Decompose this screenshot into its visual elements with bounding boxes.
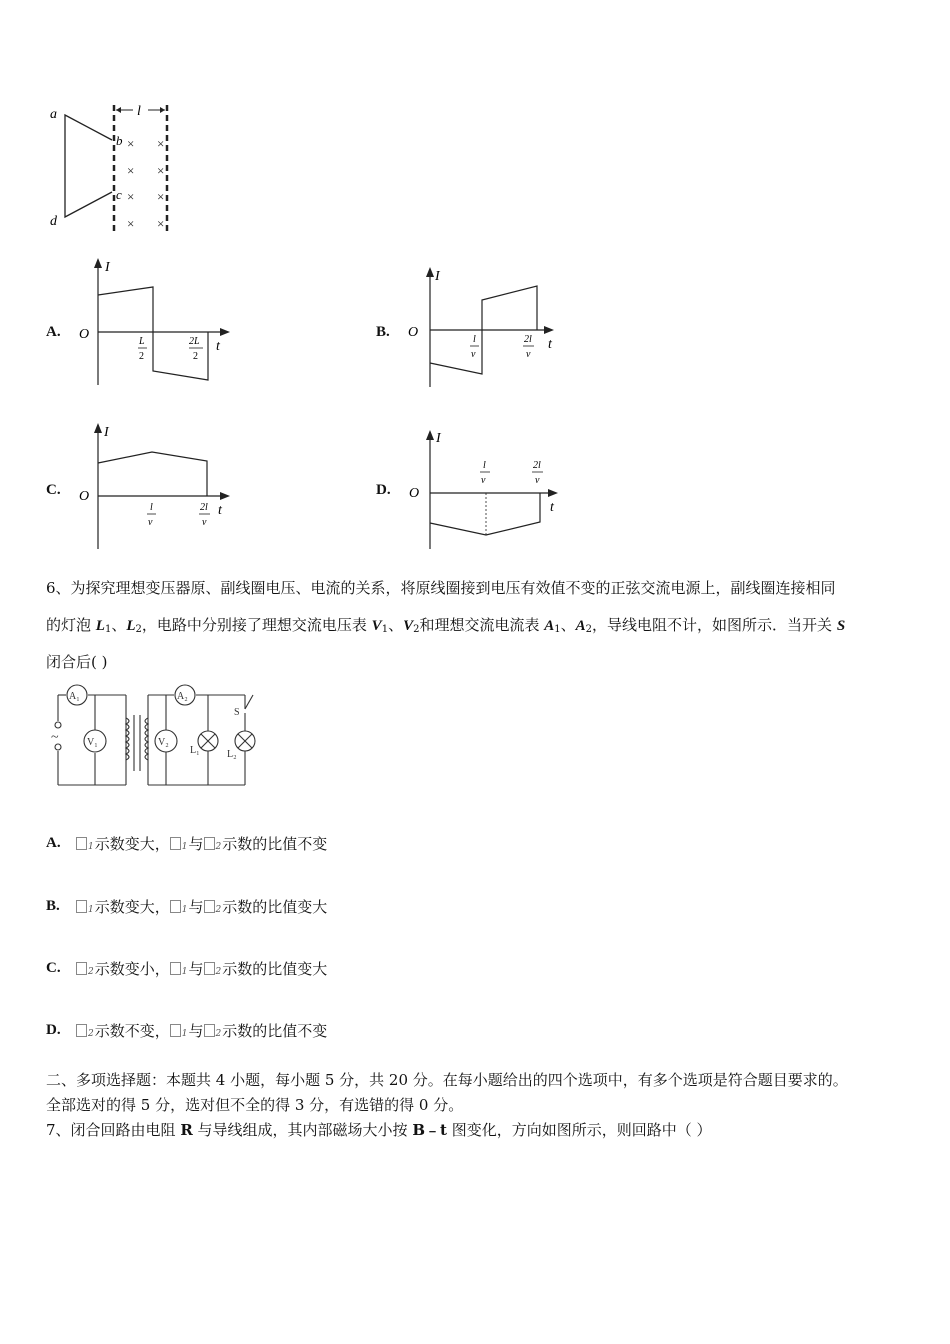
circuit-v2: V₂ [158, 737, 169, 748]
label-d: d [50, 214, 57, 229]
label-c: c [116, 187, 122, 202]
circuit-l1: L₁ [190, 745, 200, 756]
field-cross: × [127, 136, 135, 151]
option-a-label: A. [46, 324, 61, 340]
label-l: l [137, 104, 141, 119]
label-a: a [50, 107, 57, 122]
field-cross: × [127, 189, 135, 204]
graph-a [72, 255, 242, 390]
circuit-source: ~ [51, 730, 59, 745]
graph-d-xaxis: t [550, 500, 554, 515]
q6-option-d-label: D. [46, 1022, 61, 1038]
graph-d-tick1-den: v [481, 475, 486, 486]
graph-d-yaxis: I [436, 431, 441, 446]
circuit-switch: S [234, 707, 240, 718]
q6-option-b-text: 1示数变大， 1与 2示数的比值变大 [76, 896, 327, 917]
q6-option-a-label: A. [46, 835, 61, 851]
q6-option-a-text: 1示数变大， 1与 2示数的比值不变 [76, 833, 327, 854]
circuit-a2: A₂ [177, 691, 188, 702]
label-b: b [116, 133, 123, 148]
q7-text: 7、闭合回路由电阻 R 与导线组成，其内部磁场大小按 B﹣t 图变化，方向如图所示，则回路中（ ） [46, 1121, 712, 1139]
graph-a-tick2-num: 2L [189, 336, 200, 347]
section2-line2: 全部选对的得 5 分，选对但不全的得 3 分，有选错的得 0 分。 [46, 1096, 464, 1114]
graph-b-tick2-den: v [526, 349, 531, 360]
q6-line1: 6、为探究理想变压器原、副线圈电压、电流的关系，将原线圈接到电压有效值不变的正弦交流电源上，副线圈连接相同 [46, 579, 836, 597]
q6-line3: 闭合后( ) [46, 653, 108, 671]
graph-a-tick2-den: 2 [193, 351, 198, 362]
q6-option-d-text: 2示数不变， 1与 2示数的比值不变 [76, 1020, 327, 1041]
graph-d-tick2-den: v [535, 475, 540, 486]
graph-a-yaxis: I [105, 260, 110, 275]
graph-a-tick1-num: L [139, 336, 145, 347]
circuit-a1: A₁ [69, 691, 80, 702]
graph-b-tick1-den: v [471, 349, 476, 360]
loop-field-figure [40, 95, 190, 240]
graph-c-tick1-den: v [148, 517, 153, 528]
field-cross: × [127, 216, 135, 231]
loop-outline [65, 115, 112, 217]
option-b-label: B. [376, 324, 390, 340]
graph-a-xaxis: t [216, 339, 220, 354]
field-cross: × [157, 163, 165, 178]
graph-c-origin: O [79, 489, 90, 504]
graph-c [72, 418, 242, 553]
option-c-label: C. [46, 482, 61, 498]
graph-b-origin: O [408, 325, 419, 340]
q6-option-c-text: 2示数变小， 1与 2示数的比值变大 [76, 958, 327, 979]
field-cross: × [157, 189, 165, 204]
field-cross: × [157, 136, 165, 151]
circuit-v1: V₁ [87, 737, 98, 748]
graph-b [400, 262, 570, 392]
q6-line2: 的灯泡 L1、L2，电路中分别接了理想交流电压表 V1、V2和理想交流电流表 A1、A2，导线电阻不计，如图所示．当开关 S [46, 616, 846, 635]
graph-b-xaxis: t [548, 337, 552, 352]
graph-c-yaxis: I [104, 425, 109, 440]
graph-c-tick2-num: 2l [200, 502, 208, 513]
graph-d-tick1-num: l [483, 460, 486, 471]
section2-line1: 二、多项选择题：本题共 4 小题，每小题 5 分，共 20 分。在每小题给出的四个选项中，有多个选项是符合题目要求的。 [46, 1071, 848, 1089]
graph-c-tick1-num: l [150, 502, 153, 513]
graph-d [400, 425, 570, 553]
graph-c-xaxis: t [218, 503, 222, 518]
graph-b-yaxis: I [435, 269, 440, 284]
graph-c-tick2-den: v [202, 517, 207, 528]
q6-option-c-label: C. [46, 960, 61, 976]
graph-b-tick1-num: l [473, 334, 476, 345]
q6-option-b-label: B. [46, 898, 60, 914]
circuit-l2: L₂ [227, 749, 237, 760]
field-cross: × [157, 216, 165, 231]
graph-a-tick1-den: 2 [139, 351, 144, 362]
graph-a-origin: O [79, 327, 90, 342]
graph-d-tick2-num: 2l [533, 460, 541, 471]
graph-d-origin: O [409, 486, 420, 501]
transformer-circuit [48, 683, 278, 793]
field-cross: × [127, 163, 135, 178]
option-d-label: D. [376, 482, 391, 498]
graph-b-tick2-num: 2l [524, 334, 532, 345]
